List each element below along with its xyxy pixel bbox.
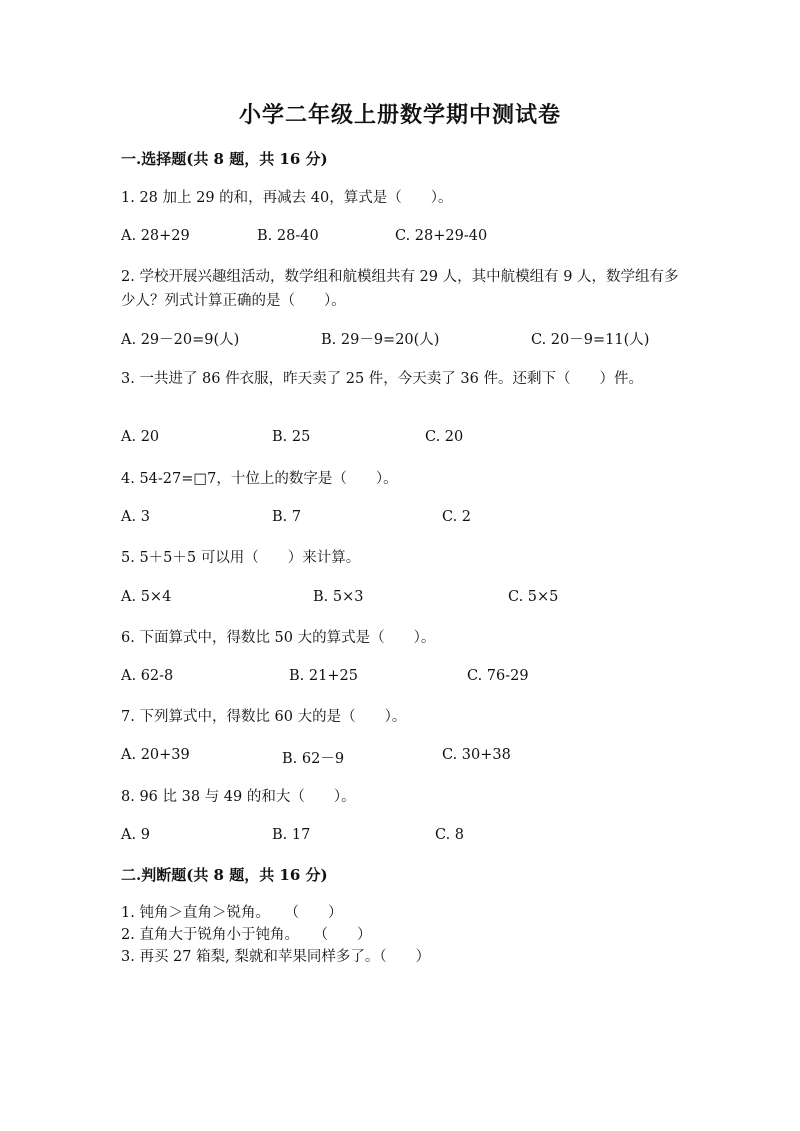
options-8 (121, 827, 691, 849)
question-8: 8. 96 比 38 与 49 的和大（ ）。 (121, 789, 356, 805)
page-title: 小学二年级上册数学期中测试卷 (238, 102, 561, 128)
option-a: A. 62-8 (121, 668, 174, 684)
option-b: B. 17 (272, 827, 311, 843)
option-c: C. 20 (425, 429, 464, 445)
options-7 (121, 747, 691, 769)
options-1 (121, 228, 691, 250)
judgement-item-3: 3. 再买 27 箱梨, 梨就和苹果同样多了。（ ） (121, 949, 431, 965)
options-5 (121, 589, 691, 611)
option-c: C. 20－9=11(人) (531, 332, 650, 348)
option-a: A. 28+29 (121, 228, 190, 244)
option-a: A. 20+39 (121, 747, 190, 763)
question-7: 7. 下列算式中，得数比 60 大的是（ ）。 (121, 709, 407, 725)
option-a: A. 29－20=9(人) (121, 332, 240, 348)
option-c: C. 28+29-40 (395, 228, 488, 244)
options-6 (121, 668, 691, 690)
option-b: B. 29－9=20(人) (321, 332, 440, 348)
question-2: 2. 学校开展兴趣组活动，数学组和航模组共有 29 人，其中航模组有 9 人，数学组有多少人？列式计算正确的是（ ）。 (121, 269, 679, 309)
option-b: B. 7 (272, 509, 302, 525)
option-a: A. 20 (121, 429, 160, 445)
option-a: A. 3 (121, 509, 150, 525)
option-c: C. 5×5 (508, 589, 559, 605)
option-b: B. 21+25 (289, 668, 358, 684)
option-c: C. 30+38 (442, 747, 511, 763)
option-c: C. 76-29 (467, 668, 529, 684)
option-c: C. 8 (435, 827, 465, 843)
option-b: B. 5×3 (313, 589, 364, 605)
option-b: B. 62－9 (282, 751, 345, 767)
question-5: 5. 5＋5＋5 可以用（ ）来计算。 (121, 550, 361, 566)
option-a: A. 5×4 (121, 589, 172, 605)
options-4 (121, 509, 691, 531)
question-3: 3. 一共进了 86 件衣服，昨天卖了 25 件，今天卖了 36 件。还剩下（ ）件。 (121, 371, 643, 387)
question-4: 4. 54-27=□7，十位上的数字是（ ）。 (121, 471, 398, 487)
options-2 (121, 328, 691, 350)
option-a: A. 9 (121, 827, 150, 843)
judgement-item-2: 2. 直角大于锐角小于钝角。 （ ） (121, 927, 372, 943)
section-heading-choice: 一.选择题(共 8 题，共 16 分) (121, 150, 328, 168)
option-b: B. 28-40 (257, 228, 319, 244)
section-heading-judgement: 二.判断题(共 8 题，共 16 分) (121, 866, 328, 884)
question-6: 6. 下面算式中，得数比 50 大的算式是（ ）。 (121, 630, 436, 646)
judgement-item-1: 1. 钝角＞直角＞锐角。 （ ） (121, 905, 343, 921)
option-c: C. 2 (442, 509, 472, 525)
option-b: B. 25 (272, 429, 311, 445)
options-3 (121, 429, 691, 451)
question-1: 1. 28 加上 29 的和，再减去 40，算式是（ ）。 (121, 190, 453, 206)
